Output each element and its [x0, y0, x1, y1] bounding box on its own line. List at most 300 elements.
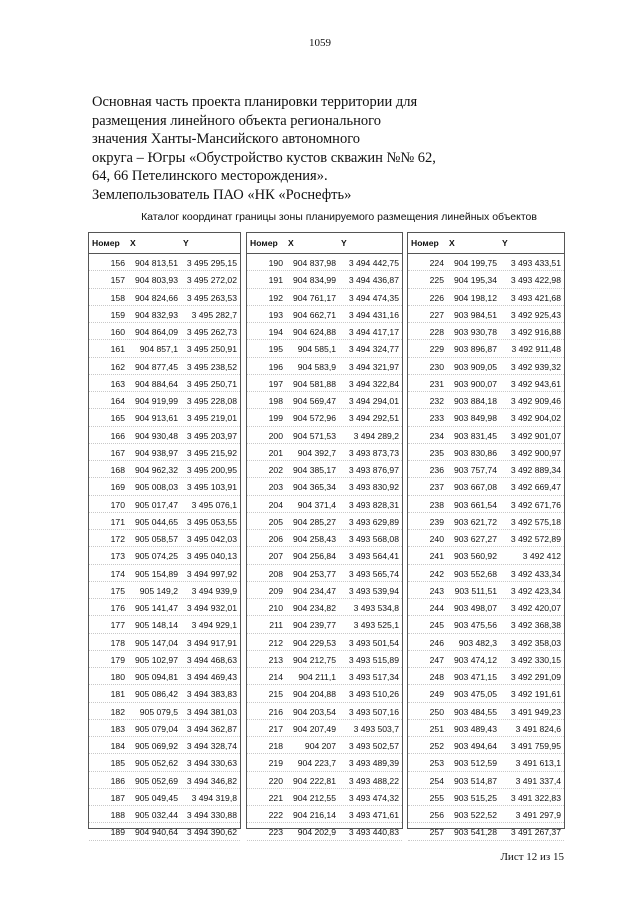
- coord-y: 3 492 330,15: [510, 654, 561, 665]
- coord-x: 904 940,64: [134, 827, 178, 838]
- coord-y: 3 494 324,77: [348, 344, 399, 355]
- point-number: 238: [429, 499, 444, 510]
- table-row: [408, 530, 564, 547]
- coord-x: 905 149,2: [139, 585, 178, 596]
- table-row: [247, 289, 402, 306]
- coord-x: 903 489,43: [453, 723, 497, 734]
- table-row: [89, 823, 240, 840]
- table-row: [89, 306, 240, 323]
- table-row: [89, 754, 240, 771]
- table-header: [408, 233, 564, 254]
- point-number: 228: [429, 327, 444, 337]
- coord-x: 904 832,93: [134, 309, 178, 320]
- coord-y: 3 493 502,57: [348, 741, 399, 751]
- coordinate-catalog: [88, 232, 565, 838]
- coord-y: 3 491 297,9: [515, 810, 561, 820]
- table-row: [89, 444, 240, 461]
- coord-x: 904 207: [304, 741, 336, 751]
- point-number: 191: [268, 275, 283, 286]
- point-number: 255: [429, 792, 444, 803]
- coord-y: 3 492 911,48: [511, 344, 561, 355]
- table-row: [89, 478, 240, 495]
- table-row: [89, 358, 240, 375]
- coord-x: 904 256,84: [292, 551, 336, 562]
- table-block-1: [88, 232, 241, 838]
- header-y: Y: [502, 238, 508, 248]
- coord-x: 905 044,65: [134, 516, 178, 527]
- coord-y: 3 492 368,38: [510, 620, 561, 631]
- coord-x: 903 896,87: [453, 344, 497, 355]
- coord-y: 3 492 901,07: [510, 430, 561, 441]
- point-number: 244: [429, 603, 444, 613]
- coord-y: 3 493 507,16: [348, 706, 399, 717]
- coord-y: 3 493 488,22: [348, 775, 399, 786]
- coord-x: 904 864,09: [134, 327, 178, 337]
- coord-y: 3 492 916,88: [510, 327, 561, 337]
- table-row: [408, 737, 564, 754]
- table-row: [247, 461, 402, 478]
- point-number: 164: [110, 396, 125, 406]
- point-number: 192: [268, 292, 283, 303]
- table-row: [89, 668, 240, 685]
- table-row: [247, 737, 402, 754]
- table-row: [247, 392, 402, 409]
- coord-y: 3 494 436,87: [348, 275, 399, 286]
- coord-y: 3 493 517,34: [348, 672, 399, 682]
- point-number: 165: [110, 413, 125, 424]
- coord-y: 3 493 471,61: [348, 810, 399, 820]
- point-number: 204: [268, 499, 283, 510]
- table-row: [89, 737, 240, 754]
- coord-y: 3 494 328,74: [186, 741, 237, 751]
- point-number: 163: [110, 378, 125, 389]
- coord-x: 903 621,72: [453, 516, 497, 527]
- table-row: [89, 254, 240, 271]
- coord-x: 905 069,92: [134, 741, 178, 751]
- point-number: 190: [268, 258, 283, 268]
- point-number: 177: [110, 620, 125, 631]
- table-row: [408, 547, 564, 564]
- coord-y: 3 495 228,08: [186, 396, 237, 406]
- coord-x: 904 371,4: [297, 499, 336, 510]
- point-number: 179: [110, 654, 125, 665]
- coord-x: 904 222,81: [292, 775, 336, 786]
- coord-x: 904 824,66: [134, 292, 178, 303]
- coord-y: 3 492 575,18: [510, 516, 561, 527]
- coord-y: 3 492 909,46: [510, 396, 561, 406]
- point-number: 211: [269, 620, 283, 631]
- point-number: 158: [110, 292, 125, 303]
- table-row: [408, 340, 564, 357]
- coord-x: 904 803,93: [134, 275, 178, 286]
- point-number: 173: [110, 551, 125, 562]
- header-number: Номер: [411, 238, 439, 248]
- coord-x: 903 909,05: [453, 361, 497, 372]
- coord-x: 904 572,96: [292, 413, 336, 424]
- table-row: [408, 582, 564, 599]
- table-row: [408, 306, 564, 323]
- point-number: 222: [268, 810, 283, 820]
- coord-y: 3 493 629,89: [348, 516, 399, 527]
- coord-x: 903 757,74: [453, 465, 497, 475]
- point-number: 240: [429, 534, 444, 544]
- coord-y: 3 493 525,1: [353, 620, 399, 631]
- point-number: 178: [110, 637, 125, 648]
- coord-y: 3 495 272,02: [186, 275, 237, 286]
- coord-y: 3 492 358,03: [510, 637, 561, 648]
- coord-x: 904 569,47: [292, 396, 336, 406]
- coord-x: 904 258,43: [292, 534, 336, 544]
- coord-y: 3 494 346,82: [186, 775, 237, 786]
- point-number: 205: [268, 516, 283, 527]
- table-row: [89, 565, 240, 582]
- point-number: 181: [110, 689, 125, 700]
- point-number: 243: [429, 585, 444, 596]
- coord-x: 904 203,54: [292, 706, 336, 717]
- point-number: 256: [429, 810, 444, 820]
- table-row: [247, 444, 402, 461]
- point-number: 226: [429, 292, 444, 303]
- table-row: [408, 565, 564, 582]
- table-row: [89, 789, 240, 806]
- coord-y: 3 493 876,97: [348, 465, 399, 475]
- table-row: [247, 685, 402, 702]
- coord-x: 903 984,51: [453, 309, 497, 320]
- table-row: [89, 530, 240, 547]
- coord-y: 3 492 423,34: [510, 585, 561, 596]
- table-row: [89, 616, 240, 633]
- coord-y: 3 494 362,87: [186, 723, 237, 734]
- coord-y: 3 493 433,51: [510, 258, 561, 268]
- point-number: 213: [268, 654, 283, 665]
- coord-y: 3 491 824,6: [515, 723, 561, 734]
- coord-x: 905 102,97: [134, 654, 178, 665]
- point-number: 201: [268, 447, 283, 458]
- coord-x: 905 147,04: [134, 637, 178, 648]
- coord-y: 3 492 671,76: [510, 499, 561, 510]
- point-number: 212: [268, 637, 283, 648]
- coord-y: 3 492 900,97: [510, 447, 561, 458]
- table-row: [247, 668, 402, 685]
- coord-x: 903 474,12: [453, 654, 497, 665]
- point-number: 237: [429, 482, 444, 493]
- table-row: [408, 634, 564, 651]
- table-row: [247, 754, 402, 771]
- coord-x: 903 831,45: [453, 430, 497, 441]
- coord-x: 903 560,92: [453, 551, 497, 562]
- coord-y: 3 493 440,83: [348, 827, 399, 838]
- point-number: 161: [110, 344, 125, 355]
- table-row: [408, 754, 564, 771]
- table-row: [408, 375, 564, 392]
- table-row: [247, 789, 402, 806]
- point-number: 207: [268, 551, 283, 562]
- table-row: [247, 823, 402, 840]
- table-row: [408, 392, 564, 409]
- coord-x: 904 930,48: [134, 430, 178, 441]
- coord-x: 904 234,47: [292, 585, 336, 596]
- table-block-3: [407, 232, 565, 838]
- table-row: [408, 651, 564, 668]
- coord-x: 903 482,3: [458, 637, 497, 648]
- table-row: [247, 306, 402, 323]
- coord-y: 3 492 412: [522, 551, 561, 562]
- table-row: [408, 513, 564, 530]
- coord-x: 904 253,77: [292, 568, 336, 579]
- table-row: [408, 703, 564, 720]
- coord-x: 905 086,42: [134, 689, 178, 700]
- table-row: [408, 616, 564, 633]
- coord-y: 3 493 515,89: [348, 654, 399, 665]
- table-row: [89, 703, 240, 720]
- coord-y: 3 493 501,54: [348, 637, 399, 648]
- coord-x: 905 094,81: [134, 672, 178, 682]
- coord-y: 3 492 669,47: [510, 482, 561, 493]
- coord-x: 904 202,9: [297, 827, 336, 838]
- table-block-2: [246, 232, 403, 838]
- table-row: [247, 496, 402, 513]
- point-number: 257: [429, 827, 444, 838]
- table-row: [408, 789, 564, 806]
- table-row: [247, 772, 402, 789]
- table-row: [408, 823, 564, 840]
- coord-y: 3 494 390,62: [186, 827, 237, 838]
- coord-x: 904 834,99: [292, 275, 336, 286]
- point-number: 162: [110, 361, 125, 372]
- coord-y: 3 493 828,31: [348, 499, 399, 510]
- coord-y: 3 493 503,7: [353, 723, 399, 734]
- point-number: 174: [110, 568, 125, 579]
- coord-x: 903 511,51: [454, 585, 497, 596]
- point-number: 220: [268, 775, 283, 786]
- coord-y: 3 492 904,02: [510, 413, 561, 424]
- coord-y: 3 495 076,1: [191, 499, 237, 510]
- table-row: [89, 582, 240, 599]
- coord-x: 904 212,75: [292, 654, 336, 665]
- point-number: 187: [110, 792, 125, 803]
- coord-y: 3 494 292,51: [348, 413, 399, 424]
- point-number: 235: [429, 447, 444, 458]
- coord-x: 904 365,34: [292, 482, 336, 493]
- table-row: [89, 496, 240, 513]
- coord-y: 3 492 433,34: [510, 568, 561, 579]
- point-number: 168: [110, 465, 125, 475]
- coord-y: 3 495 250,71: [186, 378, 237, 389]
- table-row: [89, 409, 240, 426]
- point-number: 252: [429, 741, 444, 751]
- coord-x: 903 484,55: [453, 706, 497, 717]
- coord-x: 905 141,47: [134, 603, 178, 613]
- coord-x: 904 857,1: [139, 344, 178, 355]
- point-number: 215: [268, 689, 283, 700]
- coord-x: 903 930,78: [453, 327, 497, 337]
- coord-x: 904 919,99: [134, 396, 178, 406]
- point-number: 250: [429, 706, 444, 717]
- table-row: [247, 582, 402, 599]
- coord-x: 904 239,77: [292, 620, 336, 631]
- point-number: 196: [268, 361, 283, 372]
- table-row: [408, 427, 564, 444]
- point-number: 221: [268, 792, 283, 803]
- table-row: [408, 720, 564, 737]
- coord-y: 3 493 539,94: [348, 585, 399, 596]
- point-number: 209: [268, 585, 283, 596]
- coord-y: 3 494 321,97: [348, 361, 399, 372]
- point-number: 206: [268, 534, 283, 544]
- coord-x: 904 813,51: [134, 258, 178, 268]
- table-row: [89, 806, 240, 823]
- point-number: 176: [110, 603, 125, 613]
- point-number: 170: [110, 499, 125, 510]
- table-row: [408, 289, 564, 306]
- coord-y: 3 495 262,73: [186, 327, 237, 337]
- point-number: 171: [110, 516, 125, 527]
- coord-y: 3 494 431,16: [348, 309, 399, 320]
- coord-x: 904 285,27: [292, 516, 336, 527]
- coord-x: 904 962,32: [134, 465, 178, 475]
- coord-x: 904 207,49: [292, 723, 336, 734]
- header-x: X: [130, 238, 136, 248]
- coord-y: 3 494 442,75: [348, 258, 399, 268]
- table-row: [408, 461, 564, 478]
- table-row: [408, 806, 564, 823]
- table-row: [408, 444, 564, 461]
- point-number: 167: [110, 447, 125, 458]
- coord-y: 3 494 929,1: [191, 620, 237, 631]
- coord-y: 3 495 219,01: [186, 413, 237, 424]
- coord-y: 3 491 949,23: [510, 706, 561, 717]
- point-number: 208: [268, 568, 283, 579]
- coord-y: 3 493 421,68: [510, 292, 561, 303]
- table-row: [89, 547, 240, 564]
- coord-x: 903 627,27: [453, 534, 497, 544]
- table-row: [89, 271, 240, 288]
- coord-y: 3 493 565,74: [348, 568, 399, 579]
- coord-y: 3 492 572,89: [510, 534, 561, 544]
- coord-x: 904 229,53: [292, 637, 336, 648]
- coord-y: 3 494 319,8: [191, 792, 237, 803]
- header-y: Y: [183, 238, 189, 248]
- point-number: 227: [429, 309, 444, 320]
- table-row: [408, 254, 564, 271]
- table-row: [89, 651, 240, 668]
- coord-x: 903 475,05: [453, 689, 497, 700]
- coord-x: 903 512,59: [453, 758, 497, 769]
- coord-y: 3 491 322,83: [510, 792, 561, 803]
- coord-y: 3 492 889,34: [510, 465, 561, 475]
- coord-y: 3 495 040,13: [186, 551, 237, 562]
- coord-y: 3 493 422,98: [510, 275, 561, 286]
- point-number: 245: [429, 620, 444, 631]
- table-row: [89, 461, 240, 478]
- point-number: 184: [110, 741, 125, 751]
- coord-y: 3 494 468,63: [186, 654, 237, 665]
- header-x: X: [449, 238, 455, 248]
- coord-x: 905 079,5: [139, 706, 178, 717]
- table-header: [89, 233, 240, 254]
- table-caption: Каталог координат границы зоны планируемого размещения линейных объектов: [141, 211, 537, 223]
- point-number: 223: [268, 827, 283, 838]
- coord-y: 3 495 200,95: [186, 465, 237, 475]
- header-x: X: [288, 238, 294, 248]
- point-number: 189: [110, 827, 125, 838]
- point-number: 210: [268, 603, 283, 613]
- point-number: 246: [429, 637, 444, 648]
- coord-x: 904 581,88: [292, 378, 336, 389]
- point-number: 233: [429, 413, 444, 424]
- table-row: [89, 720, 240, 737]
- table-row: [89, 685, 240, 702]
- coord-y: 3 494 294,01: [348, 396, 399, 406]
- coord-x: 905 058,57: [134, 534, 178, 544]
- coord-x: 904 204,88: [292, 689, 336, 700]
- coord-y: 3 493 830,92: [348, 482, 399, 493]
- coord-x: 904 392,7: [297, 447, 336, 458]
- coord-x: 904 884,64: [134, 378, 178, 389]
- coord-y: 3 492 291,09: [510, 672, 561, 682]
- point-number: 185: [110, 758, 125, 769]
- point-number: 254: [429, 775, 444, 786]
- coord-x: 904 212,55: [292, 792, 336, 803]
- coord-x: 904 195,34: [453, 275, 497, 286]
- table-header: [247, 233, 402, 254]
- coord-y: 3 493 568,08: [348, 534, 399, 544]
- table-row: [89, 392, 240, 409]
- point-number: 253: [429, 758, 444, 769]
- coord-y: 3 494 383,83: [186, 689, 237, 700]
- coord-x: 904 585,1: [297, 344, 336, 355]
- table-row: [247, 720, 402, 737]
- coord-y: 3 494 322,84: [348, 378, 399, 389]
- coord-y: 3 494 917,91: [186, 637, 237, 648]
- coord-y: 3 495 238,52: [186, 361, 237, 372]
- coord-y: 3 495 042,03: [186, 534, 237, 544]
- table-row: [247, 703, 402, 720]
- coord-y: 3 493 474,32: [348, 792, 399, 803]
- coord-x: 904 211,1: [298, 672, 336, 682]
- point-number: 172: [110, 534, 125, 544]
- coord-x: 903 900,07: [453, 378, 497, 389]
- point-number: 216: [268, 706, 283, 717]
- coord-x: 904 223,7: [297, 758, 336, 769]
- point-number: 234: [429, 430, 444, 441]
- coord-y: 3 494 417,17: [348, 327, 399, 337]
- coord-y: 3 493 534,8: [353, 603, 399, 613]
- table-row: [247, 599, 402, 616]
- point-number: 232: [429, 396, 444, 406]
- point-number: 159: [110, 309, 125, 320]
- coord-x: 903 661,54: [453, 499, 497, 510]
- coord-x: 904 624,88: [292, 327, 336, 337]
- point-number: 188: [110, 810, 125, 820]
- coord-y: 3 491 267,37: [510, 827, 561, 838]
- coord-y: 3 492 191,61: [510, 689, 561, 700]
- coord-x: 904 571,53: [292, 430, 336, 441]
- coord-y: 3 491 613,1: [515, 758, 561, 769]
- coord-x: 903 541,28: [453, 827, 497, 838]
- table-row: [247, 340, 402, 357]
- point-number: 225: [429, 275, 444, 286]
- coord-x: 903 494,64: [453, 741, 497, 751]
- point-number: 249: [429, 689, 444, 700]
- coord-y: 3 495 215,92: [186, 447, 237, 458]
- coord-y: 3 494 289,2: [353, 430, 399, 441]
- point-number: 197: [268, 378, 283, 389]
- table-row: [408, 668, 564, 685]
- point-number: 231: [429, 378, 444, 389]
- table-row: [408, 323, 564, 340]
- table-row: [89, 772, 240, 789]
